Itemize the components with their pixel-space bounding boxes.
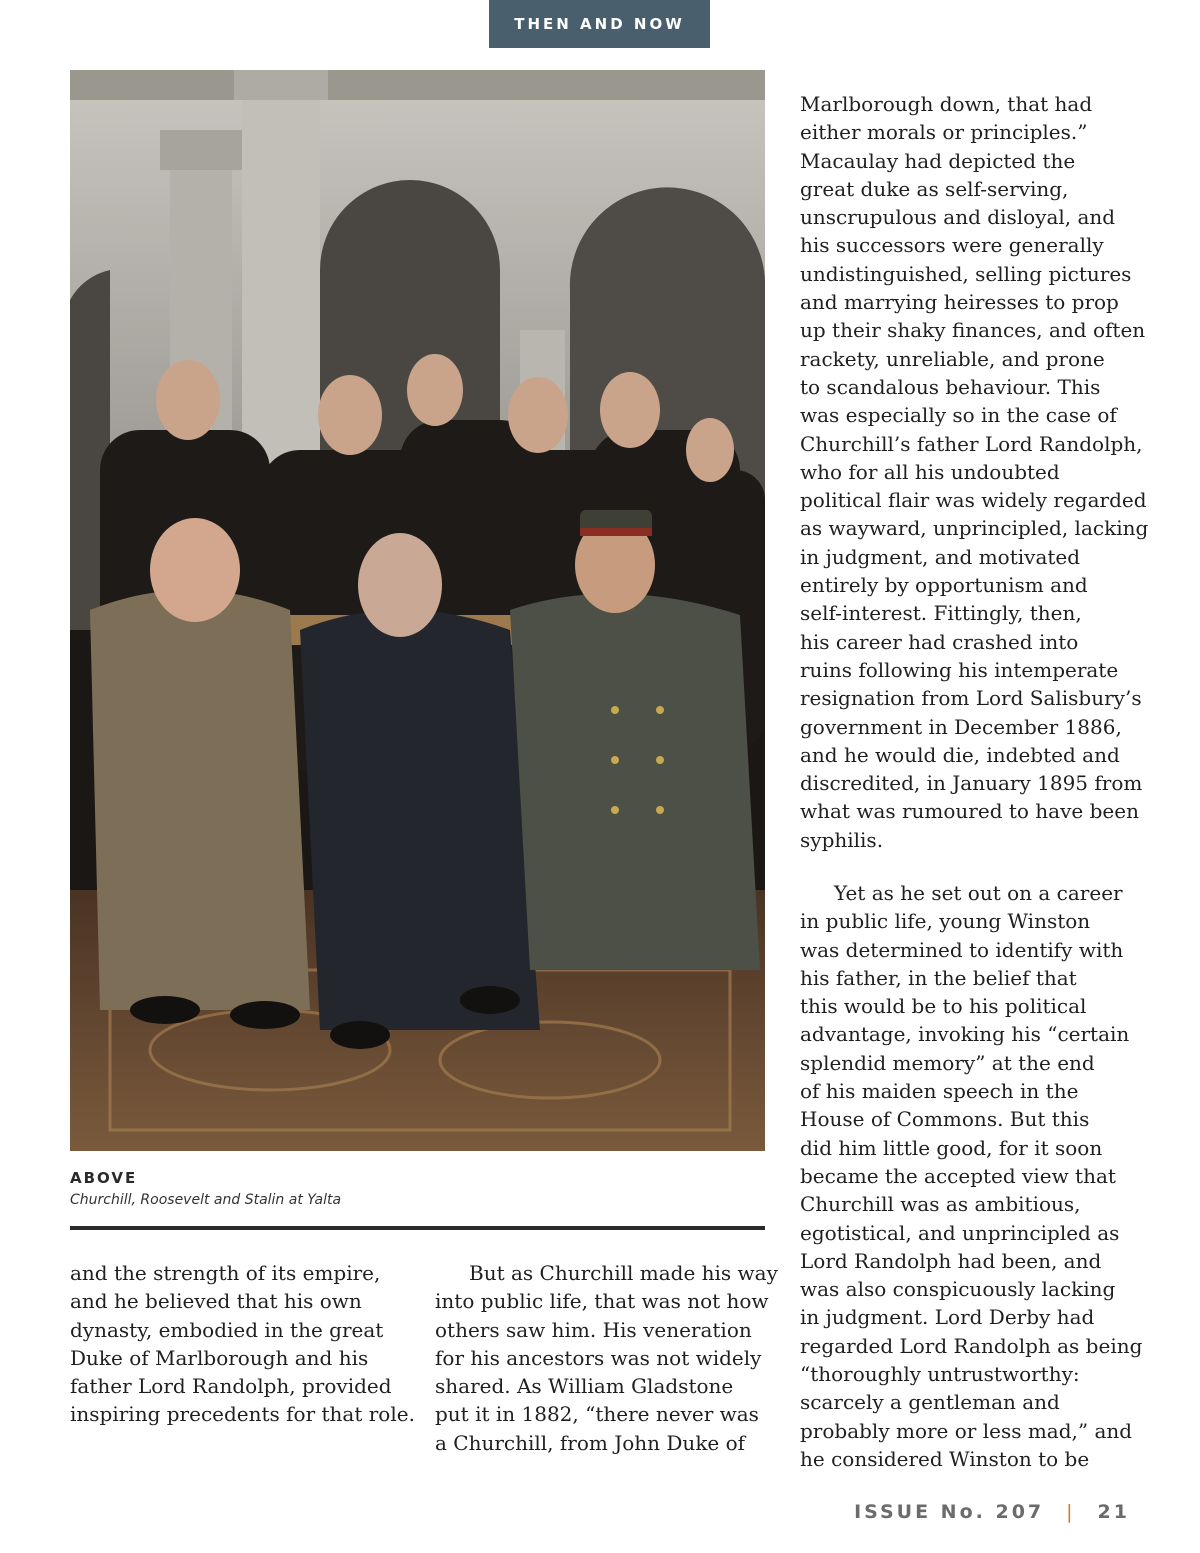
page-number: 21 bbox=[1097, 1501, 1130, 1523]
body-column-middle-text: But as Churchill made his way into public life, that was not how others saw him. His veneration for his ancestors was not widely shared. As William Gladstone put it in 1882, “there never was a Churchill, from John Duke of bbox=[435, 1261, 778, 1455]
footer-separator: | bbox=[1066, 1501, 1076, 1523]
caption-kicker: ABOVE bbox=[70, 1169, 138, 1187]
issue-number: ISSUE No. 207 bbox=[854, 1501, 1045, 1523]
body-column-middle bbox=[435, 1259, 780, 1457]
body-column-right-paragraph-2-text: Yet as he set out on a career in public life, young Winston was determined to identify with his father, in the belief that this would be to his political advantage, invoking his “certain splendid memory” at the end of his maiden speech in the House of Commons. But this did him little good, for it soon became the accepted view that Churchill was as ambitious, egotistical, and unprincipled as Lord Randolph had been, and was also conspicuously lacking in judgment. Lord Derby had regarded Lord Randolph as being “thoroughly untrustworthy: scarcely a gentleman and probably more or less mad,” and he considered Winston to be bbox=[800, 881, 1143, 1471]
photo-caption: Churchill, Roosevelt and Stalin at Yalta bbox=[70, 1192, 342, 1208]
yalta-photo bbox=[70, 70, 765, 1151]
page-footer bbox=[854, 1501, 1130, 1523]
section-label: THEN AND NOW bbox=[489, 0, 710, 48]
body-column-left: and the strength of its empire, and he believed that his own dynasty, embodied in the great Duke of Marlborough and his father Lord Randolph, provided inspiring precedents for that role. bbox=[70, 1261, 415, 1427]
body-column-right-paragraph-2 bbox=[800, 879, 1185, 1473]
caption-divider bbox=[70, 1226, 765, 1230]
body-column-right-paragraph-1: Marlborough down, that had either morals or principles.” Macaulay had depicted the great duke as self-serving, unscrupulous and disloyal, and his successors were generally undistinguished, selling pictures and marrying heiresses to prop up their shaky finances, and often rackety, unreliable, and prone to scandalous behaviour. This was especially so in the case of Churchill’s father Lord Randolph, who for all his undoubted political flair was widely regarded as wayward, unprincipled, lacking in judgment, and motivated entirely by opportunism and self-interest. Fittingly, then, his career had crashed into ruins following his intemperate resignation from Lord Salisbury’s government in December 1886, and he would die, indebted and discredited, in January 1895 from what was rumoured to have been syphilis. bbox=[800, 92, 1149, 852]
